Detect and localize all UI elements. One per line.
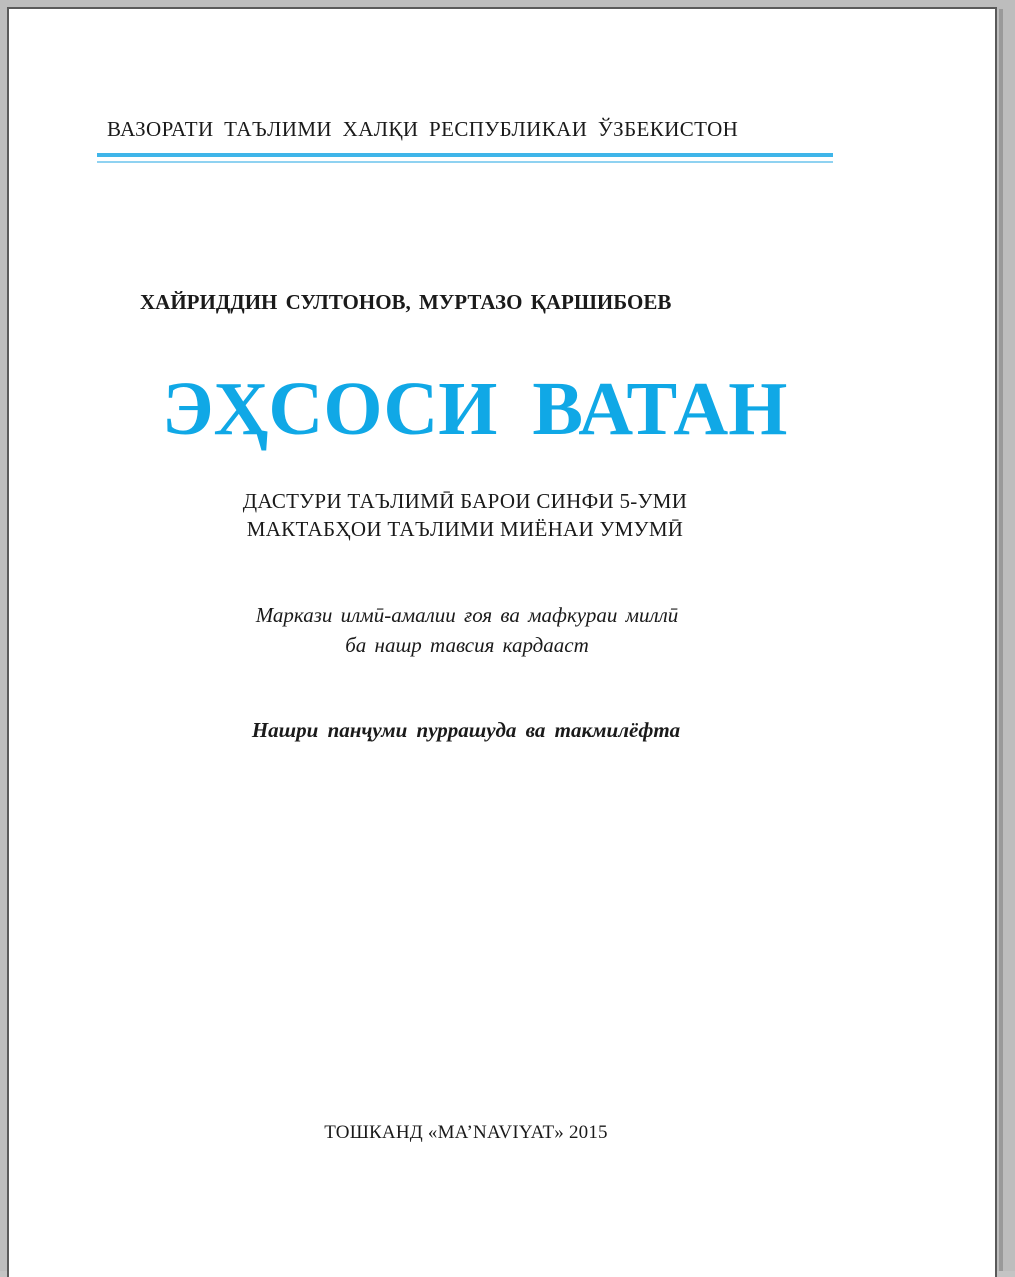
subtitle-line-2: МАКТАБҲОИ ТАЪЛИМИ МИЁНАИ УМУМӢ — [246, 517, 684, 541]
header-rule-thin — [97, 161, 833, 163]
edition-note: Нашри панҷуми пуррашуда ва такмилёфта — [251, 718, 681, 742]
ministry-header: ВАЗОРАТИ ТАЪЛИМИ ХАЛҚИ РЕСПУБЛИКАИ ЎЗБЕКИСТОН — [107, 117, 739, 141]
recommendation-line-2: ба нашр тавсия кардааст — [345, 633, 589, 657]
page-shadow — [999, 9, 1003, 1271]
publisher-imprint: ТОШКАНД «MA’NAVIYAT» 2015 — [324, 1122, 608, 1143]
subtitle-line-1: ДАСТУРИ ТАЪЛИМӢ БАРОИ СИНФИ 5-УМИ — [242, 489, 688, 513]
header-rule-thick — [97, 153, 833, 157]
book-title: ЭҲСОСИ ВАТАН — [162, 367, 788, 451]
recommendation-line-1: Маркази илмӣ-амалии ғоя ва мафкураи миллӣ — [255, 603, 679, 627]
authors: ХАЙРИДДИН СУЛТОНОВ, МУРТАЗО ҚАРШИБОЕВ — [140, 290, 672, 314]
